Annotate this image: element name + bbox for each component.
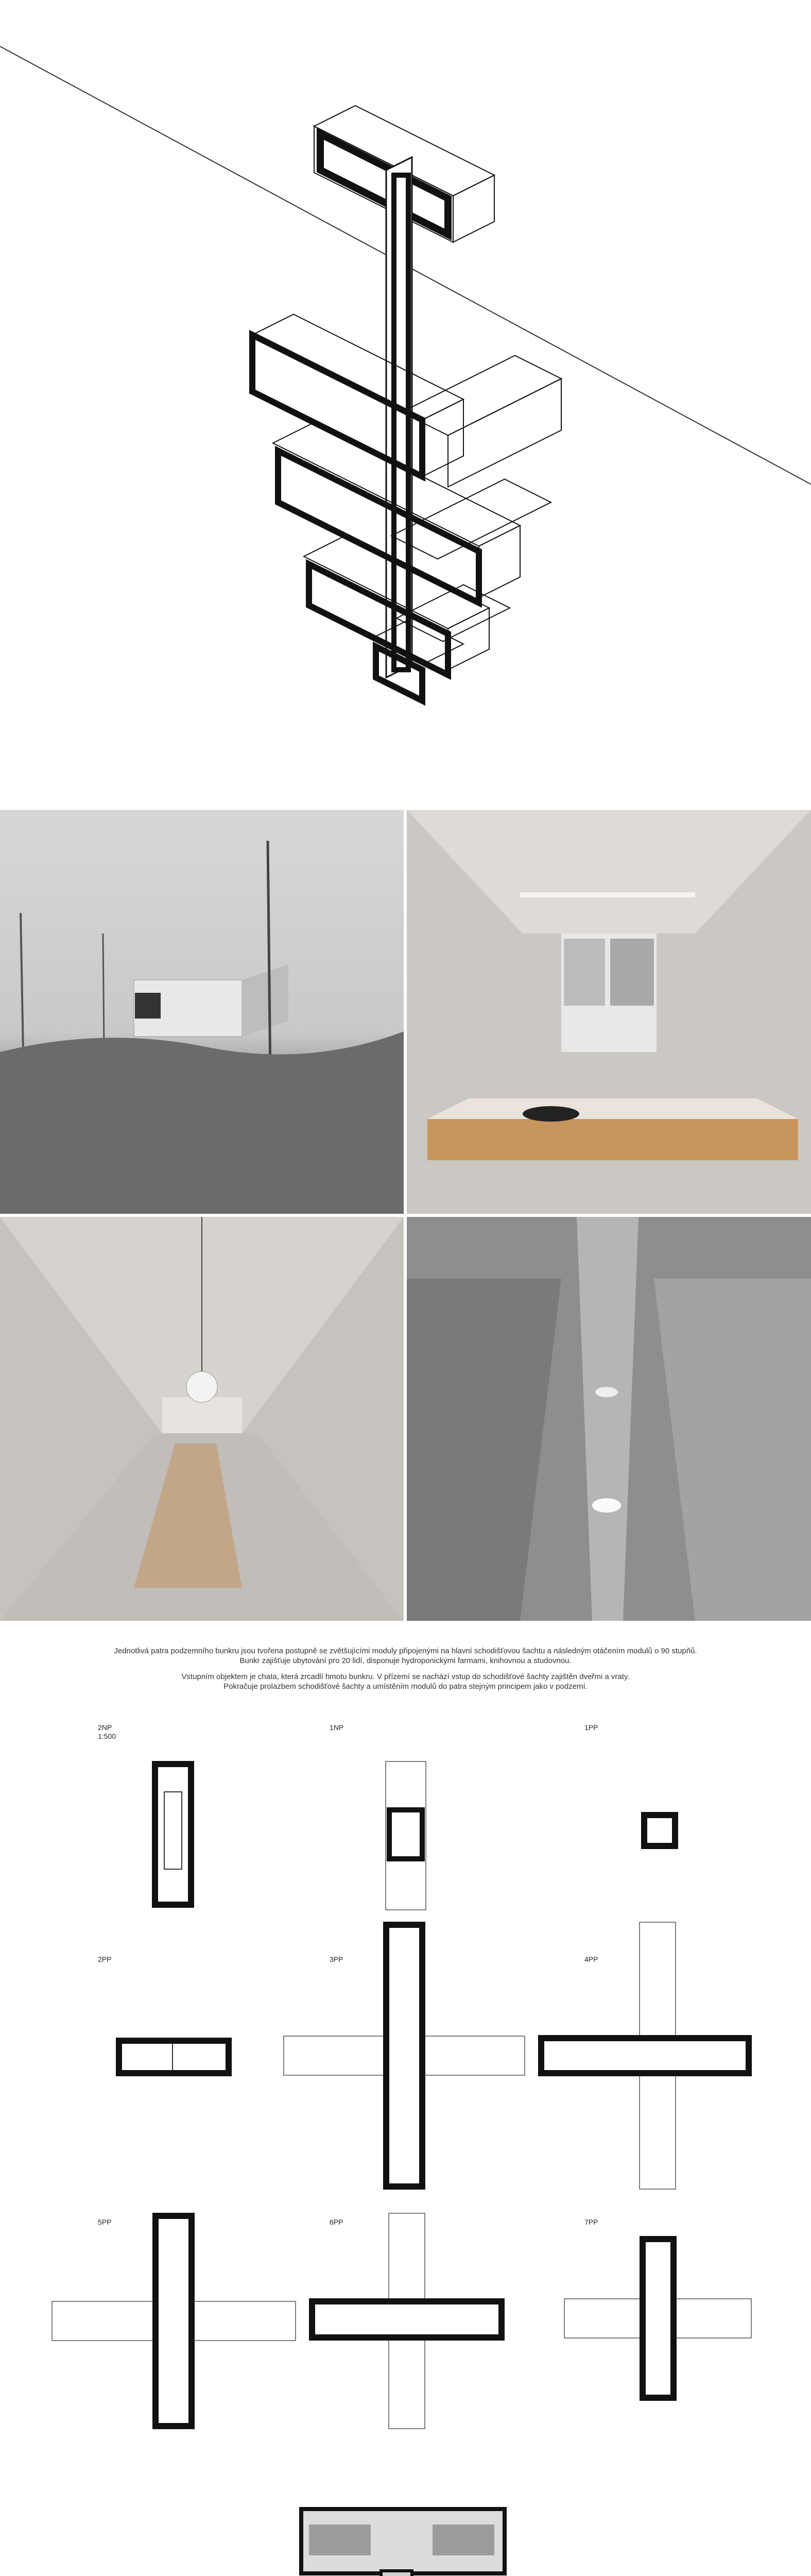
plan-1pp [641, 1812, 678, 1849]
plan-label-6pp: 6PP [330, 2218, 343, 2226]
plan-scale: 1:500 [98, 1732, 116, 1740]
plan-2pp [116, 2038, 232, 2076]
axonometric-diagram [0, 0, 811, 804]
caption-line: Pokračuje prolazbem schodišťové šachty a umístěním modulů do patra stejným principem jako v podzemí. [223, 1682, 588, 1691]
plan-label-2np [98, 1723, 116, 1741]
plan-label-1pp: 1PP [584, 1723, 598, 1732]
plan-1np [385, 1761, 426, 1910]
section-cabin [0, 2494, 811, 2576]
caption-line: Jednotlivá patra podzemního bunkru jsou tvořena postupně se zvětšujícími moduly připojenými na hlavní schodišťovou šachtu a následným otáčením modulů o 90 stupňů. [114, 1647, 697, 1655]
plan-6pp [309, 2213, 505, 2429]
stairs-render [407, 1217, 811, 1621]
plan-7pp [564, 2236, 752, 2401]
plan-2np [152, 1761, 194, 1908]
plan-label-5pp: 5PP [98, 2218, 112, 2226]
dining-render [0, 1217, 404, 1621]
plan-4pp [538, 1922, 752, 2190]
description-text [0, 1646, 811, 1698]
exterior-render [0, 810, 404, 1214]
plan-5pp [51, 2213, 296, 2429]
plan-name: 2NP [98, 1723, 112, 1732]
plan-3pp [283, 1922, 525, 2190]
plan-label-7pp: 7PP [584, 2218, 598, 2226]
plan-label-4pp: 4PP [584, 1955, 598, 1963]
caption-line: Vstupním objektem je chata, která zrcadlí hmotu bunkru. V přízemí se nachází vstup do schodišťové šachty zajištěn dveřmi a vraty. [181, 1672, 630, 1681]
kitchen-render [407, 810, 811, 1214]
plan-label-3pp: 3PP [330, 1955, 343, 1963]
caption-line: Bunkr zajišťuje ubytování pro 20 lidí, disponuje hydroponickými farmami, knihovnou a studovnou. [239, 1656, 572, 1665]
plan-label-2pp: 2PP [98, 1955, 112, 1963]
plan-label-1np: 1NP [330, 1723, 344, 1732]
